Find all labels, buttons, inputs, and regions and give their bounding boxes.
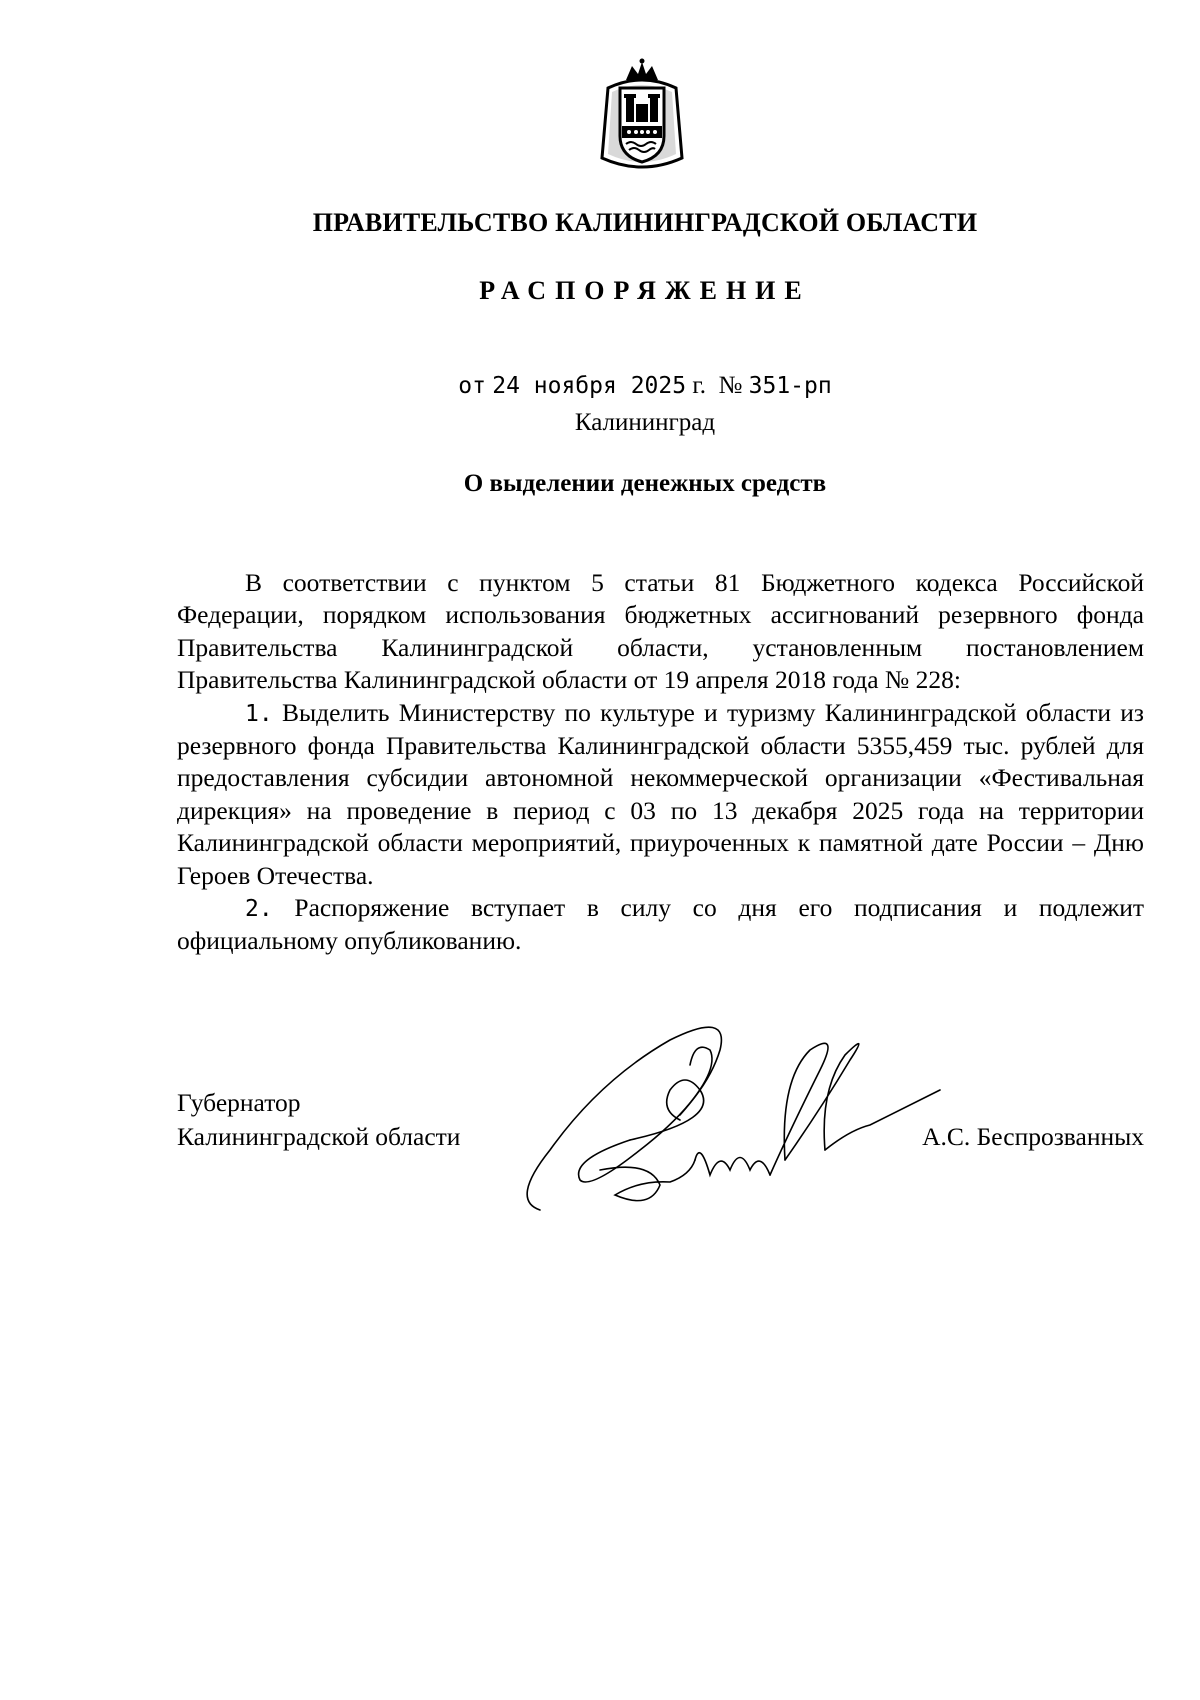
document-number: 351-рп (748, 373, 832, 399)
preamble-paragraph: В соответствии с пунктом 5 статьи 81 Бюджетного кодекса Российской Федерации, порядком использования бюджетных ассигнований резервного фонда Правительства Калининградской области, установленным постановлением Правительства Калининградской области от 19 апреля 2018 года № 228: (177, 568, 1144, 695)
signer-name: А.С. Беспрозванных (922, 1122, 1144, 1151)
item-1-text: Выделить Министерству по культуре и туризму Калининградской области из резервного фонда Правительства Калининградской области 5355,459 тыс. рублей для предоставления субсидии автономной некоммерческой организации «Фестивальная дирекция» на проведение в период с 03 по 13 декабря 2025 года на территории Калининградской области мероприятий, приуроченных к памятной дате России – Дню Героев Отечества. (177, 697, 1145, 890)
signer-position-line-1: Губернатор (177, 1088, 301, 1117)
document-city: Калининград (574, 409, 716, 436)
item-2-paragraph (177, 892, 1144, 958)
item-2-text: Распоряжение вступает в силу со дня его подписания и подлежит официальному опубликованию. (177, 893, 1145, 956)
item-2-number: 2. (245, 896, 273, 923)
number-sign: № (718, 372, 743, 399)
coat-of-arms-emblem-icon (598, 58, 686, 176)
document-subject: О выделении денежных средств (463, 470, 827, 497)
handwritten-signature-icon (520, 1010, 960, 1230)
organization-title: ПРАВИТЕЛЬСТВО КАЛИНИНГРАДСКОЙ ОБЛАСТИ (312, 208, 978, 237)
year-suffix: г. (692, 372, 707, 399)
signer-position-line-2: Калининградской области (177, 1122, 461, 1151)
item-1-paragraph (177, 697, 1144, 892)
document-type-heading: РАСПОРЯЖЕНИЕ (479, 276, 811, 305)
document-date-number-line (0, 372, 1200, 400)
signer-position (177, 1086, 460, 1154)
date-prefix: от (458, 373, 486, 399)
date-value: 24 ноября 2025 (492, 373, 687, 399)
document-body (177, 567, 1144, 958)
item-1-number: 1. (245, 700, 273, 727)
